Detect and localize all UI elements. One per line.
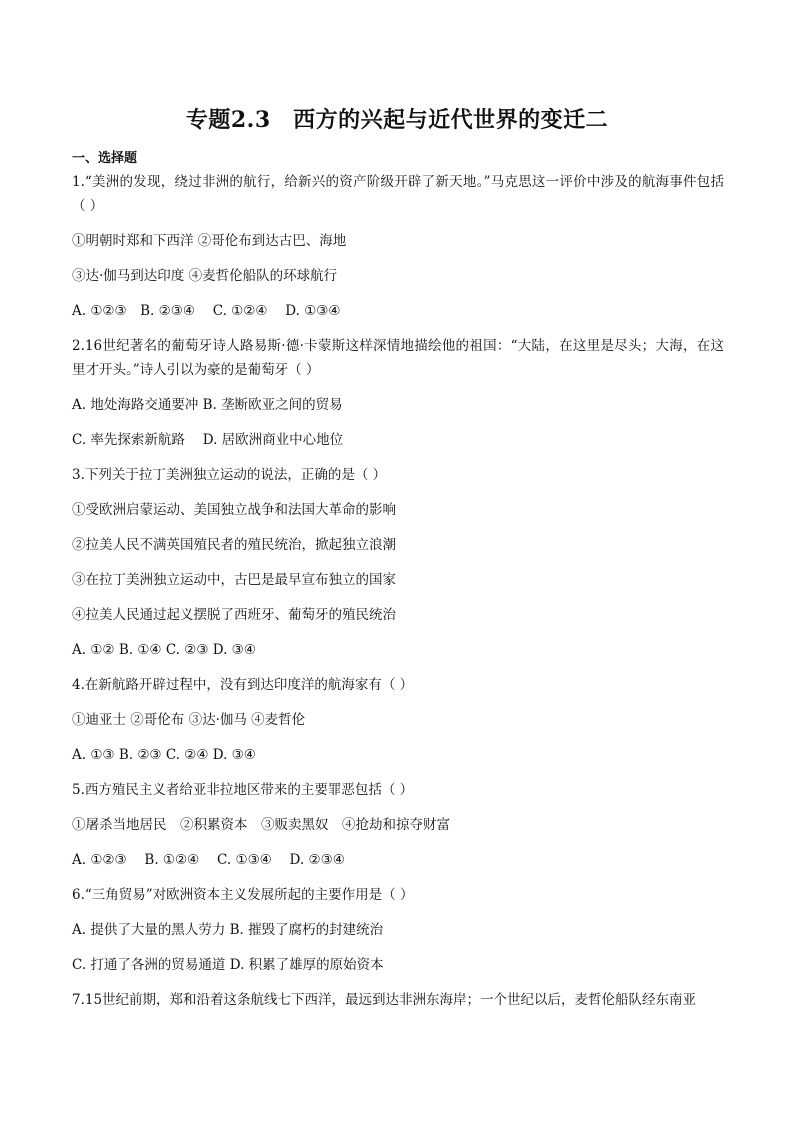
question-option-line: ①迪亚士 ②哥伦布 ③达·伽马 ④麦哲伦 <box>72 712 306 728</box>
question-stem: 4.在新航路开辟过程中，没有到达印度洋的航海家有（ ） <box>72 677 414 693</box>
question-item <box>72 463 724 662</box>
question-option-line: ②拉美人民不满英国殖民者的殖民统治，掀起独立浪潮 <box>72 537 396 553</box>
section-heading: 一、选择题 <box>72 151 138 166</box>
question-option-line: ③达·伽马到达印度 ④麦哲伦船队的环球航行 <box>72 268 338 284</box>
question-stem: 3.下列关于拉丁美洲独立运动的说法，正确的是（ ） <box>72 467 387 483</box>
question-option-line: ①屠杀当地居民 ②积累资本 ③贩卖黑奴 ④抢劫和掠夺财富 <box>72 817 450 833</box>
question-option-line: A. 地处海路交通要冲 B. 垄断欧亚之间的贸易 <box>72 397 343 413</box>
question-option-line: A. ①② B. ①④ C. ②③ D. ③④ <box>72 642 256 658</box>
question-item <box>72 673 724 767</box>
question-stem: 2.16世纪著名的葡萄牙诗人路易斯·德·卡蒙斯这样深情地描绘他的祖国：“大陆，在这里是尽头；大海，在这里才开头。”诗人引以为豪的是葡萄牙（ ） <box>72 338 724 378</box>
question-option-line: ③在拉丁美洲独立运动中，古巴是最早宣布独立的国家 <box>72 572 396 588</box>
question-option-line: C. 打通了各洲的贸易通道 D. 积累了雄厚的原始资本 <box>72 957 384 973</box>
question-option-line: C. 率先探索新航路 D. 居欧洲商业中心地位 <box>72 432 344 448</box>
document-title: 专题2.3 西方的兴起与近代世界的变迁二 <box>185 107 609 133</box>
question-stem: 5.西方殖民主义者给亚非拉地区带来的主要罪恶包括（ ） <box>72 782 414 798</box>
question-stem: 1.“美洲的发现，绕过非洲的航行，给新兴的资产阶级开辟了新天地。”马克思这一评价中涉及的航海事件包括（ ） <box>72 174 724 214</box>
question-option-line: ①明朝时郑和下西洋 ②哥伦布到达古巴、海地 <box>72 233 347 249</box>
question-item <box>72 170 724 323</box>
question-item <box>72 334 724 452</box>
question-stem: 6.“三角贸易”对欧洲资本主义发展所起的主要作用是（ ） <box>72 887 414 903</box>
question-option-line: ①受欧洲启蒙运动、美国独立战争和法国大革命的影响 <box>72 502 396 518</box>
question-option-line: A. ①③ B. ②③ C. ②④ D. ③④ <box>72 747 256 763</box>
question-option-line: A. ①②③ B. ①②④ C. ①③④ D. ②③④ <box>72 852 345 868</box>
question-item <box>72 883 724 977</box>
question-option-line: A. ①②③ B. ②③④ C. ①②④ D. ①③④ <box>72 303 341 319</box>
question-option-line: A. 提供了大量的黑人劳力 B. 摧毁了腐朽的封建统治 <box>72 922 384 938</box>
question-item <box>72 778 724 872</box>
question-list <box>72 170 724 1023</box>
question-stem: 7.15世纪前期，郑和沿着这条航线七下西洋，最远到达非洲东海岸；一个世纪以后，麦哲伦船队经东南亚 <box>72 992 697 1008</box>
question-option-line: ④拉美人民通过起义摆脱了西班牙、葡萄牙的殖民统治 <box>72 607 396 623</box>
question-item <box>72 988 724 1012</box>
